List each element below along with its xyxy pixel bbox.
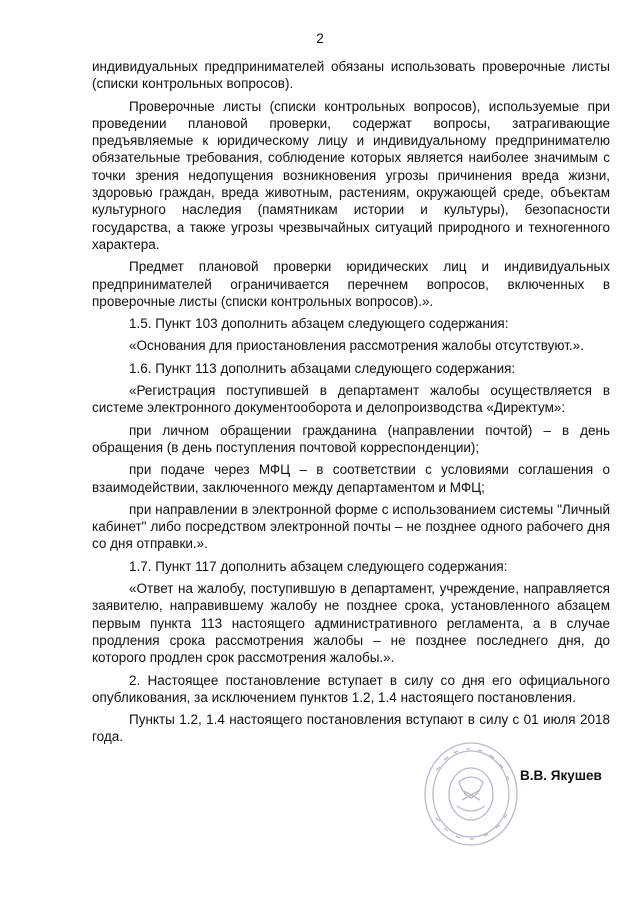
paragraph: 1.7. Пункт 117 дополнить абзацем следующего содержания: (129, 558, 508, 574)
paragraph: 1.6. Пункт 113 дополнить абзацами следующего содержания: (129, 360, 516, 376)
paragraph: «Регистрация поступившей в департамент жалобы осуществляется в системе электронного документооборота и делопроизводства «Директум»: (92, 383, 610, 416)
signature-name: В.В. Якушев (520, 768, 602, 783)
paragraph: «Основания для приостановления рассмотрения жалобы отсутствуют.». (129, 338, 584, 354)
paragraph: при личном обращении гражданина (направлении почтой) – в день обращения (в день поступления почтовой корреспонденции); (92, 422, 610, 455)
official-seal-icon (422, 740, 520, 848)
paragraph: при направлении в электронной форме с использованием системы "Личный кабинет" либо посредством электронной почты – не позднее одного рабочего дня со дня отправки.». (92, 501, 610, 552)
document-body (92, 58, 610, 751)
paragraph: Предмет плановой проверки юридических лиц и индивидуальных предпринимателей ограничивается перечнем вопросов, включенных в проверочные листы (списки контрольных вопросов).». (92, 259, 610, 309)
paragraph: при подаче через МФЦ – в соответствии с условиями соглашения о взаимодействии, заключенного между департаментом и МФЦ; (92, 462, 610, 495)
paragraph: «Ответ на жалобу, поступившую в департамент, учреждение, направляется заявителю, направившему жалобу не позднее срока, установленного абзацем первым пункта 113 настоящего административного регламента, а в случае продления срока рассмотрения жалобы – не позднее последнего дня, до которого продлен срок рассмотрения жалобы.». (92, 581, 610, 666)
paragraph: Пункты 1.2, 1.4 настоящего постановления вступают в силу с 01 июля 2018 года. (92, 712, 610, 745)
paragraph: индивидуальных предпринимателей обязаны использовать проверочные листы (списки контрольных вопросов). (92, 59, 610, 92)
page-number: 2 (316, 31, 324, 46)
paragraph: 1.5. Пункт 103 дополнить абзацем следующего содержания: (129, 316, 509, 332)
paragraph: Проверочные листы (списки контрольных вопросов), используемые при проведении плановой проверки, содержат вопросы, затрагивающие предъявляемые к юридическому лицу и индивидуальному предпринимателю обязательные требования, соблюдение которых является наиболее значимым с точки зрения недопущения возникновения угрозы причинения вреда жизни, здоровью граждан, вреда животным, растениям, окружающей среде, объектам культурного наследия (памятникам истории и культуры), безопасности государства, а также угрозы чрезвычайных ситуаций природного и техногенного характера. (92, 98, 610, 252)
paragraph: 2. Настоящее постановление вступает в силу со дня его официального опубликования, за исключением пунктов 1.2, 1.4 настоящего постановления. (92, 672, 610, 705)
